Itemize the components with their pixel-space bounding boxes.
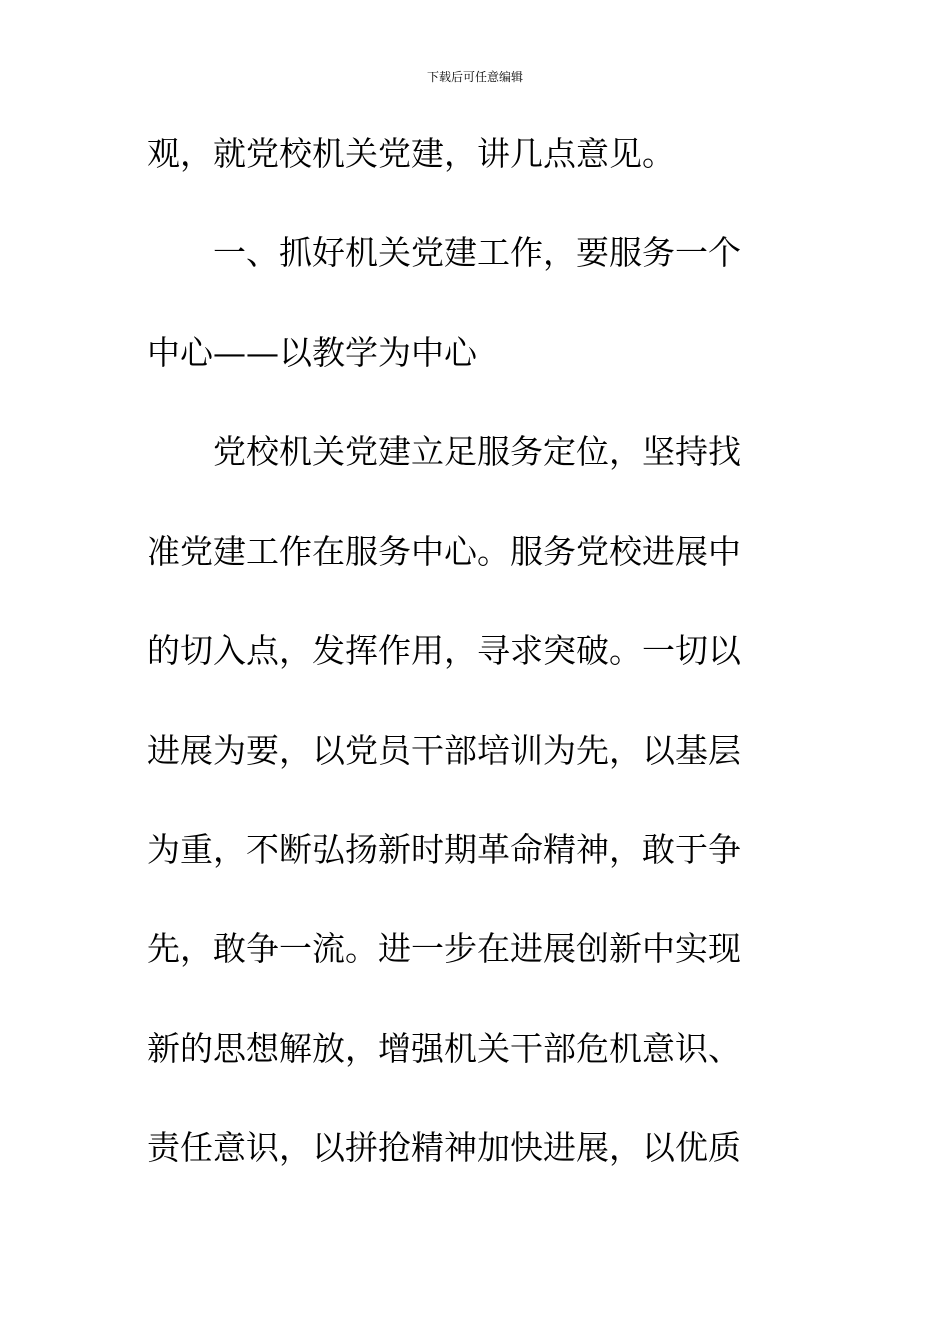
header-note: 下载后可任意编辑 — [426, 70, 523, 84]
body-line-1: 观，就党校机关党建，讲几点意见。 — [147, 134, 675, 173]
paragraph-line-5: 为重，不断弘扬新时期革命精神，敢于争 — [147, 830, 741, 869]
paragraph-line-7: 新的思想解放，增强机关干部危机意识、 — [147, 1029, 741, 1068]
paragraph-line-3: 的切入点，发挥作用，寻求突破。一切以 — [147, 631, 741, 670]
paragraph-line-2: 准党建工作在服务中心。服务党校进展中 — [147, 532, 741, 571]
section-heading-line-2: 中心——以教学为中心 — [147, 333, 477, 372]
paragraph-line-1: 党校机关党建立足服务定位，坚持找 — [213, 432, 741, 471]
paragraph-line-4: 进展为要，以党员干部培训为先，以基层 — [147, 731, 741, 770]
section-heading-line-1: 一、抓好机关党建工作，要服务一个 — [213, 233, 741, 272]
paragraph-line-6: 先，敢争一流。进一步在进展创新中实现 — [147, 929, 741, 968]
paragraph-line-8: 责任意识，以拼抢精神加快进展，以优质 — [147, 1128, 741, 1167]
